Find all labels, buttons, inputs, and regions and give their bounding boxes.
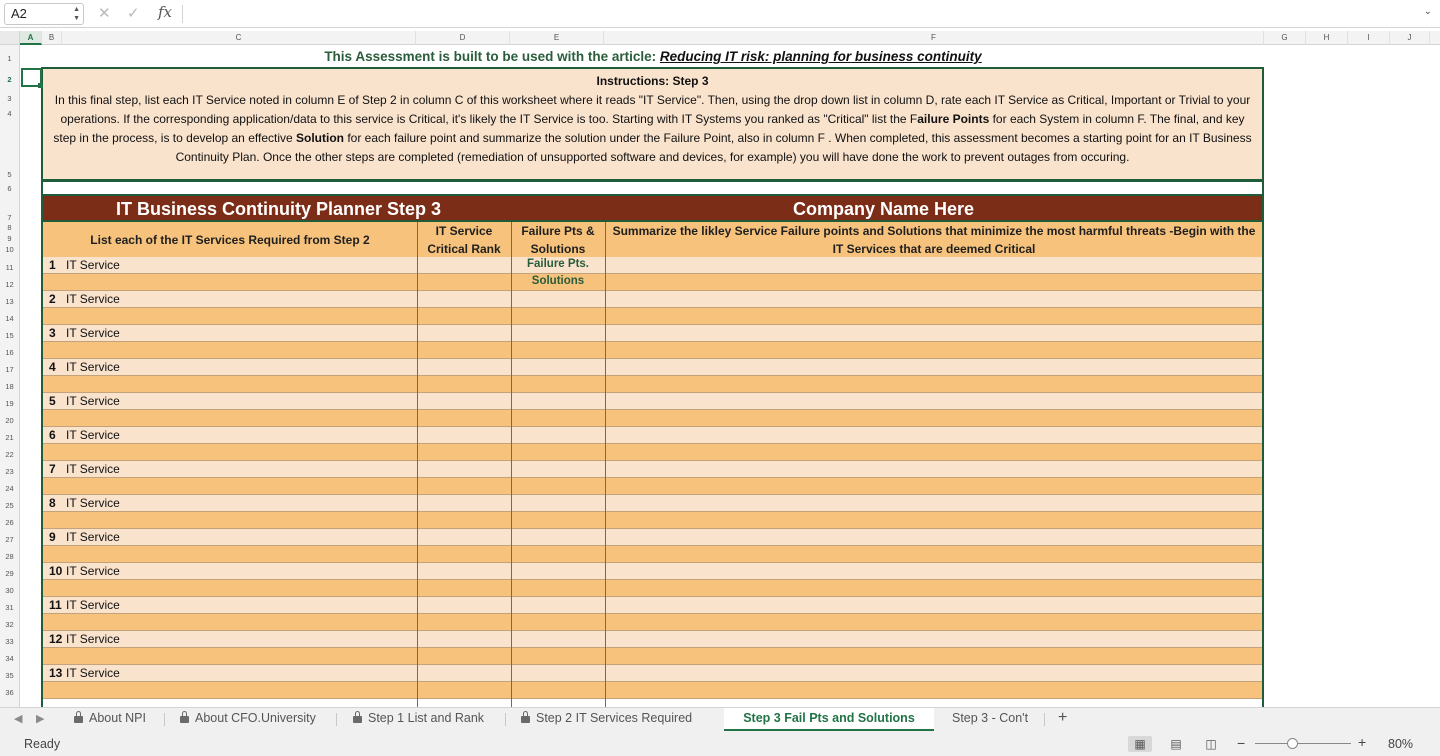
- instructions-bold-failure-points: ailure Points: [917, 112, 990, 126]
- service-number: 9: [49, 530, 56, 544]
- service-name-cell[interactable]: IT Service: [66, 598, 120, 612]
- row-header-28[interactable]: 28: [5, 552, 14, 561]
- column-header-b[interactable]: B: [42, 31, 62, 45]
- row-header-18[interactable]: 18: [5, 382, 14, 391]
- solution-row[interactable]: [43, 444, 1262, 461]
- solution-row[interactable]: [43, 410, 1262, 427]
- tab-step-2[interactable]: [511, 708, 702, 731]
- column-header-g[interactable]: G: [1264, 31, 1306, 45]
- row-header-12[interactable]: 12: [5, 280, 14, 289]
- column-header-d[interactable]: D: [416, 31, 510, 45]
- lock-icon: [353, 714, 362, 723]
- row-header-32[interactable]: 32: [5, 620, 14, 629]
- row-header-36[interactable]: 36: [5, 688, 14, 697]
- row-header-17[interactable]: 17: [5, 365, 14, 374]
- row-header-21[interactable]: 21: [5, 433, 14, 442]
- service-number: 5: [49, 394, 56, 408]
- planner-header-row: [43, 222, 1262, 257]
- service-row[interactable]: [43, 325, 1262, 342]
- fill-handle[interactable]: [38, 83, 43, 88]
- planner-rows: [43, 257, 1262, 707]
- row-header-30[interactable]: 30: [5, 586, 14, 595]
- solution-row[interactable]: [43, 682, 1262, 699]
- row-header-14[interactable]: 14: [5, 314, 14, 323]
- row-header-27[interactable]: 27: [5, 535, 14, 544]
- solution-row[interactable]: [43, 614, 1262, 631]
- column-header-j[interactable]: J: [1390, 31, 1430, 45]
- header-failure-points: Failure Pts & Solutions: [521, 223, 595, 256]
- instructions-bold-solution: Solution: [296, 131, 344, 145]
- sheet-tab-bar: [0, 707, 1440, 731]
- solution-row[interactable]: [43, 308, 1262, 325]
- row-header-29[interactable]: 29: [5, 569, 14, 578]
- service-row[interactable]: [43, 393, 1262, 410]
- service-name-cell[interactable]: IT Service: [66, 428, 120, 442]
- row-header-26[interactable]: 26: [5, 518, 14, 527]
- name-box-value: A2: [11, 6, 27, 21]
- solution-row[interactable]: [43, 342, 1262, 359]
- service-row[interactable]: [43, 291, 1262, 308]
- row-header-33[interactable]: 33: [5, 637, 14, 646]
- service-name-cell[interactable]: IT Service: [66, 326, 120, 340]
- article-banner: [42, 49, 1264, 64]
- planner-title: IT Business Continuity Planner Step 3: [116, 199, 442, 219]
- zoom-slider[interactable]: [1255, 743, 1351, 744]
- add-sheet-icon[interactable]: +: [1058, 709, 1068, 726]
- service-number: 13: [49, 666, 63, 680]
- header-summary: Summarize the likley Service Failure points and Solutions that minimize the most harmful threats -Begin with the IT Services that are deemed Critical: [612, 223, 1256, 256]
- row-header-13[interactable]: 13: [5, 297, 14, 306]
- tab-step-3-active[interactable]: [724, 708, 934, 731]
- solution-row[interactable]: [43, 546, 1262, 563]
- service-name-cell[interactable]: IT Service: [66, 292, 120, 306]
- row-header-23[interactable]: 23: [5, 467, 14, 476]
- solution-row[interactable]: [43, 274, 1262, 291]
- column-divider-e-f: [605, 222, 606, 707]
- service-name-cell[interactable]: IT Service: [66, 258, 120, 272]
- service-row[interactable]: [43, 529, 1262, 546]
- service-row[interactable]: [43, 631, 1262, 648]
- page-layout-view-icon[interactable]: ▤: [1170, 737, 1182, 751]
- solution-row[interactable]: [43, 580, 1262, 597]
- row-header-7[interactable]: 7: [7, 213, 12, 222]
- spacer-row: [41, 182, 1264, 194]
- column-divider-d-e: [511, 222, 512, 707]
- name-box-arrows-icon[interactable]: ▲ ▼: [73, 6, 80, 22]
- column-header-h[interactable]: H: [1306, 31, 1348, 45]
- tab-step-3-cont[interactable]: [942, 708, 1038, 731]
- service-number: 2: [49, 292, 56, 306]
- expand-formula-bar-icon[interactable]: ⌄: [1423, 6, 1432, 17]
- service-row[interactable]: [43, 461, 1262, 478]
- instructions-title: Instructions: Step 3: [596, 74, 709, 88]
- column-header-a[interactable]: A: [20, 31, 42, 45]
- column-header: [0, 31, 1440, 45]
- prev-sheet-icon[interactable]: ◀: [14, 713, 23, 725]
- column-header-i[interactable]: I: [1348, 31, 1390, 45]
- row-header-15[interactable]: 15: [5, 331, 14, 340]
- tab-label: About NPI: [89, 711, 146, 725]
- banner-prefix: This Assessment is built to be used with the article:: [324, 49, 660, 64]
- column-header-c[interactable]: C: [62, 31, 416, 45]
- row-header-19[interactable]: 19: [5, 399, 14, 408]
- tab-label: Step 3 - Con't: [952, 711, 1029, 725]
- row-header-34[interactable]: 34: [5, 654, 14, 663]
- service-number: 11: [49, 598, 62, 612]
- service-number: 8: [49, 496, 56, 510]
- row-header-10[interactable]: 10: [5, 245, 14, 254]
- formula-bar: [0, 0, 1440, 28]
- failure-points-label: Failure Pts.: [527, 258, 589, 270]
- name-box[interactable]: [4, 3, 84, 25]
- solutions-label: Solutions: [531, 275, 585, 287]
- row-header-31[interactable]: 31: [5, 603, 14, 612]
- insert-function-icon[interactable]: fx: [158, 3, 173, 21]
- service-number: 3: [49, 326, 56, 340]
- tab-separator: [505, 713, 506, 726]
- enter-icon[interactable]: ✓: [127, 5, 140, 22]
- instructions-box: [41, 67, 1264, 182]
- service-name-cell[interactable]: IT Service: [66, 462, 120, 476]
- lock-icon: [180, 714, 189, 723]
- service-number: 10: [49, 564, 63, 578]
- service-row[interactable]: [43, 427, 1262, 444]
- row-header-2[interactable]: 2: [7, 75, 12, 84]
- tab-label: Step 2 IT Services Required: [536, 711, 693, 725]
- solution-row[interactable]: [43, 376, 1262, 393]
- service-number: 6: [49, 428, 56, 442]
- service-row[interactable]: [43, 359, 1262, 376]
- row-header-6[interactable]: 6: [7, 184, 12, 193]
- row-header-16[interactable]: 16: [5, 348, 14, 357]
- zoom-slider-thumb[interactable]: [1287, 738, 1298, 749]
- service-row[interactable]: [43, 563, 1262, 580]
- row-header: [0, 45, 20, 707]
- solution-row[interactable]: [43, 478, 1262, 495]
- row-header-4[interactable]: 4: [7, 109, 12, 118]
- row-header-20[interactable]: 20: [5, 416, 14, 425]
- tab-step-1[interactable]: [343, 708, 494, 731]
- service-row[interactable]: [43, 597, 1262, 614]
- normal-view-icon[interactable]: ▦: [1128, 736, 1152, 752]
- tab-about-cfo-university[interactable]: [170, 708, 326, 731]
- column-divider-c-d: [417, 222, 418, 707]
- service-number: 4: [49, 360, 56, 374]
- formula-bar-divider: [182, 5, 183, 23]
- instructions-text-2: for each System in column F. The final, and key step in the process, is to develop an effective: [53, 112, 1245, 145]
- header-services: List each of the IT Services Required from Step 2: [90, 232, 370, 247]
- status-text: Ready: [24, 737, 61, 751]
- solution-row[interactable]: [43, 648, 1262, 665]
- lock-icon: [74, 714, 83, 723]
- instructions-text-1: In this final step, list each IT Service noted in column E of Step 2 in column C of this worksheet where it reads "IT Service". Then, using the drop down list in column D, rate each IT Service as Critical, Important or Trivial to your operations. If the corresponding application/data to this service is Critical, it's likely the IT Service is too. Starting with IT Systems you ranked as "Critical" list the F: [54, 93, 1251, 126]
- row-header-22[interactable]: 22: [5, 450, 14, 459]
- service-name-cell[interactable]: IT Service: [66, 564, 120, 578]
- tab-label: Step 1 List and Rank: [368, 711, 485, 725]
- service-row[interactable]: [43, 665, 1262, 682]
- row-header-24[interactable]: 24: [5, 484, 14, 493]
- next-sheet-icon[interactable]: ▶: [36, 713, 45, 725]
- service-row[interactable]: [43, 495, 1262, 512]
- row-header-25[interactable]: 25: [5, 501, 14, 510]
- status-bar: [0, 731, 1440, 756]
- header-critical-rank: IT Service Critical Rank: [427, 223, 501, 256]
- column-header-e[interactable]: E: [510, 31, 604, 45]
- row-header-11[interactable]: 11: [5, 263, 14, 272]
- service-name-cell[interactable]: IT Service: [66, 496, 120, 510]
- tab-separator: [336, 713, 337, 726]
- service-name-cell[interactable]: IT Service: [66, 360, 120, 374]
- service-name-cell[interactable]: IT Service: [66, 666, 120, 680]
- tab-separator: [164, 713, 165, 726]
- service-number: 7: [49, 462, 56, 476]
- cancel-icon[interactable]: ✕: [98, 5, 111, 22]
- tab-separator: [1044, 713, 1045, 726]
- zoom-in-icon[interactable]: +: [1358, 734, 1367, 750]
- row-header-8[interactable]: 8: [7, 223, 12, 232]
- instructions-body: [53, 91, 1252, 167]
- row-header-1[interactable]: 1: [7, 54, 12, 63]
- page-break-view-icon[interactable]: ◫: [1205, 737, 1217, 751]
- row-header-9[interactable]: 9: [7, 234, 12, 243]
- article-link[interactable]: Reducing IT risk: planning for business continuity: [659, 49, 982, 64]
- service-name-cell[interactable]: IT Service: [66, 530, 120, 544]
- column-header-f[interactable]: F: [604, 31, 1264, 45]
- tab-label: About CFO.University: [195, 711, 316, 725]
- company-name[interactable]: Company Name Here: [793, 199, 975, 219]
- select-all-corner[interactable]: [0, 31, 20, 45]
- zoom-level[interactable]: 80%: [1388, 737, 1414, 751]
- instructions-text-3: for each failure point and summarize the solution under the Failure Point, also in column F . When completed, this assessment becomes a starting point for an IT Business Continuity Plan. Once the other steps are completed (remediation of unsupported software and devices, for example) you will have done the work to prevent outages from occuring.: [175, 131, 1252, 164]
- solution-row[interactable]: [43, 512, 1262, 529]
- worksheet-grid[interactable]: [20, 45, 1440, 707]
- tab-about-npi[interactable]: [64, 708, 156, 731]
- service-number: 12: [49, 632, 63, 646]
- service-name-cell[interactable]: IT Service: [66, 632, 120, 646]
- planner-title-row: [43, 194, 1262, 222]
- service-number: 1: [49, 258, 56, 272]
- zoom-out-icon[interactable]: −: [1237, 735, 1246, 751]
- planner-table: [41, 194, 1264, 707]
- service-name-cell[interactable]: IT Service: [66, 394, 120, 408]
- lock-icon: [521, 714, 530, 723]
- row-header-3[interactable]: 3: [7, 94, 12, 103]
- row-header-5[interactable]: 5: [7, 170, 12, 179]
- tab-label: Step 3 Fail Pts and Solutions: [743, 711, 915, 725]
- service-row[interactable]: [43, 257, 1262, 274]
- row-header-35[interactable]: 35: [5, 671, 14, 680]
